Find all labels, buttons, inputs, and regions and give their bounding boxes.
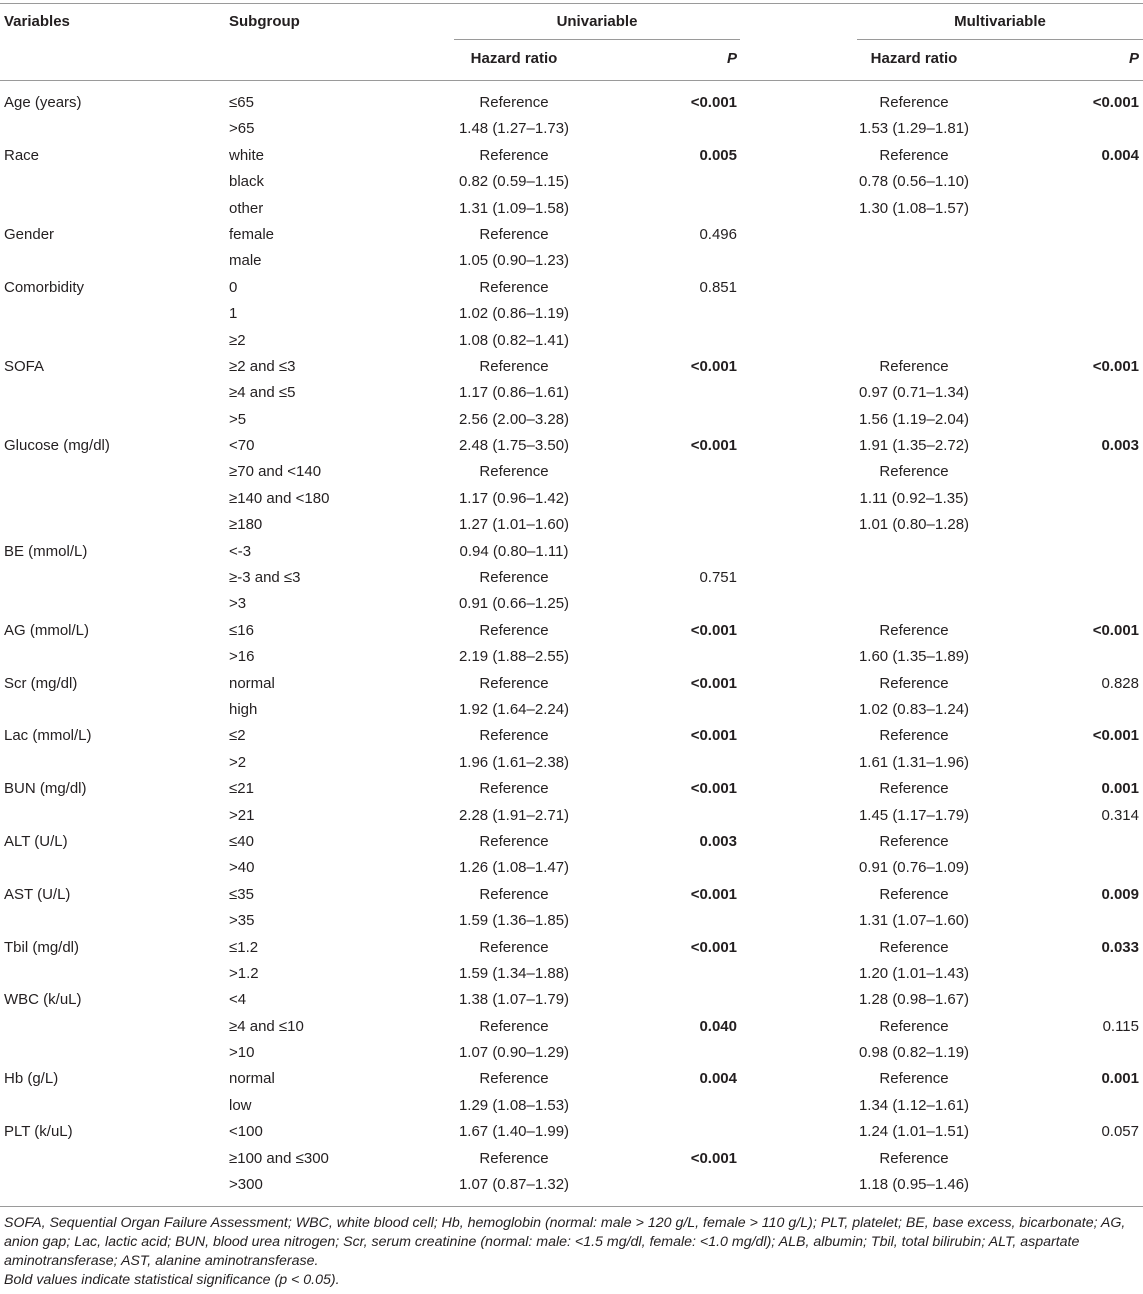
multivariable-hr-cell: 1.18 (0.95–1.46) xyxy=(858,1176,970,1194)
multivariable-hr-cell: 1.11 (0.92–1.35) xyxy=(859,489,969,507)
univariable-p-cell: 0.040 xyxy=(699,1017,737,1035)
univariable-hr-cell: 1.38 (1.07–1.79) xyxy=(458,991,570,1009)
multivariable-hr-cell: Reference xyxy=(879,674,949,692)
multivariable-hr-cell: 1.53 (1.29–1.81) xyxy=(858,120,970,138)
multivariable-hr-cell: 0.78 (0.56–1.10) xyxy=(858,173,970,191)
univariable-hr-cell: Reference xyxy=(479,463,549,481)
multivariable-group-rule xyxy=(857,39,1143,40)
univariable-hr-cell: Reference xyxy=(479,1070,549,1088)
table-row xyxy=(0,882,1143,908)
multivariable-hr-cell: Reference xyxy=(879,94,949,111)
univariable-hr-cell: Reference xyxy=(479,1149,549,1167)
multivariable-hr-cell: 1.20 (1.01–1.43) xyxy=(858,964,970,982)
table-row xyxy=(0,407,1143,433)
univariable-p-cell: 0.004 xyxy=(699,1070,737,1088)
multivariable-hr-cell: Reference xyxy=(879,885,949,903)
variable-cell: SOFA xyxy=(4,357,45,375)
variable-cell: Race xyxy=(4,146,40,164)
table-row xyxy=(0,1093,1143,1119)
table-row xyxy=(0,1172,1143,1198)
univariable-p-cell: <0.001 xyxy=(690,621,737,639)
multivariable-hr-cell: 1.24 (1.01–1.51) xyxy=(858,1123,970,1141)
table-row xyxy=(0,433,1143,459)
multivariable-hr-cell: 1.01 (0.80–1.28) xyxy=(858,516,970,534)
multivariable-hr-cell: 0.91 (0.76–1.09) xyxy=(858,859,970,877)
subgroup-cell: ≥70 and <140 xyxy=(229,463,322,481)
multivariable-hr-cell: 1.91 (1.35–2.72) xyxy=(858,437,970,455)
univariable-p-cell: <0.001 xyxy=(690,357,737,375)
subgroup-cell: >3 xyxy=(229,595,247,613)
univariable-hr-cell: Reference xyxy=(479,938,549,956)
multivariable-hr-cell: Reference xyxy=(879,146,949,164)
variable-cell: BUN (mg/dl) xyxy=(4,780,87,798)
univariable-p-cell: 0.496 xyxy=(699,225,737,243)
multivariable-hr-cell: Reference xyxy=(879,463,949,481)
univariable-hr-cell: 1.96 (1.61–2.38) xyxy=(458,753,570,771)
variable-cell: Lac (mmol/L) xyxy=(4,727,92,745)
header-multi-hazard-ratio: Hazard ratio xyxy=(870,50,958,67)
table-body xyxy=(0,90,1143,1198)
table-row xyxy=(0,380,1143,406)
subgroup-cell: black xyxy=(229,173,265,191)
univariable-hr-cell: 1.05 (0.90–1.23) xyxy=(458,252,570,270)
univariable-hr-cell: Reference xyxy=(479,569,549,587)
multivariable-hr-cell: Reference xyxy=(879,357,949,375)
multivariable-p-cell: <0.001 xyxy=(1092,94,1139,111)
multivariable-hr-cell: 0.98 (0.82–1.19) xyxy=(858,1044,970,1062)
univariable-p-cell: <0.001 xyxy=(690,885,737,903)
univariable-hr-cell: Reference xyxy=(479,357,549,375)
multivariable-hr-cell: 1.28 (0.98–1.67) xyxy=(858,991,970,1009)
subgroup-cell: >2 xyxy=(229,753,247,771)
subgroup-cell: ≥2 xyxy=(229,331,246,349)
univariable-hr-cell: 1.29 (1.08–1.53) xyxy=(458,1096,570,1114)
header-multi-p: P xyxy=(1128,50,1139,67)
univariable-hr-cell: Reference xyxy=(479,94,549,111)
univariable-hr-cell: 1.07 (0.87–1.32) xyxy=(458,1176,570,1194)
subgroup-cell: male xyxy=(229,252,262,270)
multivariable-p-cell: 0.115 xyxy=(1102,1017,1139,1035)
subgroup-cell: ≥4 and ≤10 xyxy=(229,1017,304,1035)
subgroup-cell: normal xyxy=(229,674,275,692)
subgroup-cell: ≤21 xyxy=(229,780,254,798)
table-row xyxy=(0,855,1143,881)
multivariable-hr-cell: 1.34 (1.12–1.61) xyxy=(858,1096,970,1114)
multivariable-hr-cell: Reference xyxy=(879,727,949,745)
table-row xyxy=(0,539,1143,565)
header-variables: Variables xyxy=(4,13,70,30)
univariable-p-cell: 0.005 xyxy=(699,146,737,164)
univariable-p-cell: <0.001 xyxy=(690,780,737,798)
multivariable-hr-cell: 0.97 (0.71–1.34) xyxy=(858,384,970,402)
multivariable-hr-cell: Reference xyxy=(879,832,949,850)
subgroup-cell: >35 xyxy=(229,912,255,930)
multivariable-p-cell: 0.057 xyxy=(1101,1123,1139,1141)
multivariable-hr-cell: 1.31 (1.07–1.60) xyxy=(858,912,970,930)
subgroup-cell: >5 xyxy=(229,410,247,428)
subgroup-cell: ≤1.2 xyxy=(229,938,259,956)
multivariable-hr-cell: Reference xyxy=(879,780,949,798)
subgroup-cell: 1 xyxy=(229,305,238,323)
subgroup-cell: >1.2 xyxy=(229,964,259,982)
multivariable-p-cell: 0.009 xyxy=(1101,885,1139,903)
subgroup-cell: ≥-3 and ≤3 xyxy=(229,569,301,587)
table-row xyxy=(0,1014,1143,1040)
table-row xyxy=(0,196,1143,222)
variable-cell: Age (years) xyxy=(4,94,82,111)
table-row xyxy=(0,961,1143,987)
subgroup-cell: white xyxy=(229,146,265,164)
univariable-group-rule xyxy=(454,39,740,40)
univariable-hr-cell: 2.19 (1.88–2.55) xyxy=(458,648,570,666)
subgroup-cell: 0 xyxy=(229,278,238,296)
univariable-hr-cell: 1.02 (0.86–1.19) xyxy=(458,305,570,323)
univariable-hr-cell: Reference xyxy=(479,780,549,798)
table-row xyxy=(0,459,1143,485)
variable-cell: Glucose (mg/dl) xyxy=(4,437,110,455)
table-row xyxy=(0,671,1143,697)
univariable-hr-cell: 0.82 (0.59–1.15) xyxy=(458,173,570,191)
multivariable-p-cell: <0.001 xyxy=(1092,727,1139,745)
table-row xyxy=(0,328,1143,354)
table-row xyxy=(0,803,1143,829)
univariable-p-cell: <0.001 xyxy=(690,727,737,745)
table-row xyxy=(0,697,1143,723)
variable-cell: Gender xyxy=(4,225,55,243)
multivariable-hr-cell: 1.02 (0.83–1.24) xyxy=(858,700,970,718)
univariable-hr-cell: 1.59 (1.34–1.88) xyxy=(458,964,570,982)
subgroup-cell: >65 xyxy=(229,120,255,138)
multivariable-p-cell: 0.314 xyxy=(1101,806,1139,824)
table-row xyxy=(0,618,1143,644)
table-row xyxy=(0,486,1143,512)
univariable-p-cell: 0.003 xyxy=(699,832,737,850)
univariable-hr-cell: Reference xyxy=(479,225,549,243)
variable-cell: Scr (mg/dl) xyxy=(4,674,78,692)
univariable-hr-cell: Reference xyxy=(479,885,549,903)
multivariable-p-cell: 0.003 xyxy=(1101,437,1139,455)
univariable-hr-cell: 1.07 (0.90–1.29) xyxy=(458,1044,570,1062)
multivariable-hr-cell: 1.45 (1.17–1.79) xyxy=(858,806,970,824)
univariable-hr-cell: 1.59 (1.36–1.85) xyxy=(458,912,570,930)
variable-cell: Hb (g/L) xyxy=(4,1070,59,1088)
univariable-hr-cell: Reference xyxy=(479,621,549,639)
multivariable-p-cell: <0.001 xyxy=(1092,621,1139,639)
univariable-hr-cell: 1.17 (0.86–1.61) xyxy=(458,384,570,402)
multivariable-p-cell: 0.033 xyxy=(1101,938,1139,956)
subgroup-cell: >40 xyxy=(229,859,255,877)
subgroup-cell: <4 xyxy=(229,991,247,1009)
multivariable-hr-cell: Reference xyxy=(879,1017,949,1035)
table-row xyxy=(0,644,1143,670)
multivariable-hr-cell: Reference xyxy=(879,1149,949,1167)
univariable-p-cell: 0.751 xyxy=(699,569,737,587)
multivariable-hr-cell: Reference xyxy=(879,1070,949,1088)
univariable-p-cell: <0.001 xyxy=(690,1149,737,1167)
table-row xyxy=(0,1040,1143,1066)
multivariable-hr-cell: 1.60 (1.35–1.89) xyxy=(858,648,970,666)
table-row xyxy=(0,90,1143,116)
multivariable-hr-cell: Reference xyxy=(879,938,949,956)
univariable-p-cell: 0.851 xyxy=(699,278,737,296)
multivariable-hr-cell: Reference xyxy=(879,621,949,639)
subgroup-cell: >21 xyxy=(229,806,255,824)
table-row xyxy=(0,222,1143,248)
subgroup-cell: ≥100 and ≤300 xyxy=(229,1149,329,1167)
table-row xyxy=(0,565,1143,591)
variable-cell: ALT (U/L) xyxy=(4,832,68,850)
subgroup-cell: ≥180 xyxy=(229,516,263,534)
table-row xyxy=(0,750,1143,776)
header-bottom-rule xyxy=(0,80,1143,81)
header-uni-p: P xyxy=(726,50,737,67)
subgroup-cell: ≤65 xyxy=(229,94,254,111)
table-row xyxy=(0,935,1143,961)
univariable-hr-cell: 1.48 (1.27–1.73) xyxy=(458,120,570,138)
subgroup-cell: >16 xyxy=(229,648,255,666)
table-row xyxy=(0,116,1143,142)
table-row xyxy=(0,169,1143,195)
subgroup-cell: ≤35 xyxy=(229,885,254,903)
multivariable-hr-cell: 1.56 (1.19–2.04) xyxy=(858,410,970,428)
subgroup-cell: low xyxy=(229,1096,252,1114)
footnote-abbreviations: SOFA, Sequential Organ Failure Assessment; WBC, white blood cell; Hb, hemoglobin (normal: male > 120 g/L, female > 110 g/L); PLT, platelet; BE, base excess, bicarbonate; AG, anion gap; Lac, lactic acid; BUN, blood urea nitrogen; Scr, serum creatinine (normal: male: <1.5 mg/dl, female: <1.0 mg/dl); ALB, albumin; Tbil, total bilirubin; ALT, aspartate aminotransferase; AST, alanine aminotransferase. xyxy=(4,1215,1126,1269)
subgroup-cell: ≤40 xyxy=(229,832,254,850)
footnote-bold-note: Bold values indicate statistical significance (p < 0.05). xyxy=(4,1272,340,1288)
subgroup-cell: ≥4 and ≤5 xyxy=(229,384,296,402)
table-bottom-rule xyxy=(0,1206,1143,1207)
subgroup-cell: normal xyxy=(229,1070,275,1088)
variable-cell: Comorbidity xyxy=(4,278,85,296)
table-row xyxy=(0,1146,1143,1172)
univariable-hr-cell: 1.17 (0.96–1.42) xyxy=(458,489,570,507)
univariable-hr-cell: 1.26 (1.08–1.47) xyxy=(458,859,570,877)
variable-cell: AG (mmol/L) xyxy=(4,621,90,639)
table-row xyxy=(0,1119,1143,1145)
subgroup-cell: ≤16 xyxy=(229,621,254,639)
table-row xyxy=(0,1066,1143,1092)
subgroup-cell: >300 xyxy=(229,1176,263,1194)
table-row xyxy=(0,301,1143,327)
subgroup-cell: ≤2 xyxy=(229,727,246,745)
univariable-hr-cell: 1.67 (1.40–1.99) xyxy=(458,1123,570,1141)
subgroup-cell: <70 xyxy=(229,437,255,455)
univariable-hr-cell: 0.91 (0.66–1.25) xyxy=(458,595,570,613)
variable-cell: AST (U/L) xyxy=(4,885,71,903)
multivariable-p-cell: 0.004 xyxy=(1101,146,1139,164)
subgroup-cell: ≥2 and ≤3 xyxy=(229,357,296,375)
multivariable-p-cell: <0.001 xyxy=(1092,357,1139,375)
header-univariable: Univariable xyxy=(556,13,638,30)
univariable-hr-cell: 1.27 (1.01–1.60) xyxy=(458,516,570,534)
table-row xyxy=(0,512,1143,538)
univariable-hr-cell: Reference xyxy=(479,1017,549,1035)
table-top-rule xyxy=(0,3,1143,4)
subgroup-cell: <-3 xyxy=(229,542,252,560)
subgroup-cell: <100 xyxy=(229,1123,263,1141)
table-row xyxy=(0,829,1143,855)
table-row xyxy=(0,248,1143,274)
subgroup-cell: other xyxy=(229,199,264,217)
univariable-p-cell: <0.001 xyxy=(690,674,737,692)
multivariable-p-cell: 0.001 xyxy=(1101,780,1139,798)
variable-cell: BE (mmol/L) xyxy=(4,542,88,560)
table-row xyxy=(0,908,1143,934)
table-row xyxy=(0,723,1143,749)
multivariable-p-cell: 0.828 xyxy=(1101,674,1139,692)
univariable-p-cell: <0.001 xyxy=(690,437,737,455)
univariable-hr-cell: Reference xyxy=(479,146,549,164)
header-multivariable: Multivariable xyxy=(954,13,1046,30)
variable-cell: Tbil (mg/dl) xyxy=(4,938,80,956)
variable-cell: WBC (k/uL) xyxy=(4,991,82,1009)
table-row xyxy=(0,591,1143,617)
univariable-p-cell: <0.001 xyxy=(690,938,737,956)
subgroup-cell: >10 xyxy=(229,1044,255,1062)
univariable-hr-cell: 0.94 (0.80–1.11) xyxy=(459,542,569,560)
univariable-hr-cell: 1.92 (1.64–2.24) xyxy=(458,700,570,718)
table-row xyxy=(0,275,1143,301)
subgroup-cell: ≥140 and <180 xyxy=(229,489,330,507)
table-row xyxy=(0,776,1143,802)
univariable-hr-cell: 2.28 (1.91–2.71) xyxy=(458,806,570,824)
header-uni-hazard-ratio: Hazard ratio xyxy=(470,50,558,67)
univariable-hr-cell: Reference xyxy=(479,727,549,745)
table-row xyxy=(0,354,1143,380)
univariable-hr-cell: Reference xyxy=(479,832,549,850)
univariable-hr-cell: 1.08 (0.82–1.41) xyxy=(458,331,570,349)
table-row xyxy=(0,143,1143,169)
variable-cell: PLT (k/uL) xyxy=(4,1123,73,1141)
univariable-hr-cell: 2.56 (2.00–3.28) xyxy=(458,410,570,428)
subgroup-cell: high xyxy=(229,700,258,718)
subgroup-cell: female xyxy=(229,225,275,243)
univariable-p-cell: <0.001 xyxy=(690,94,737,111)
univariable-hr-cell: Reference xyxy=(479,674,549,692)
multivariable-hr-cell: 1.30 (1.08–1.57) xyxy=(858,199,970,217)
multivariable-hr-cell: 1.61 (1.31–1.96) xyxy=(858,753,970,771)
header-subgroup: Subgroup xyxy=(229,13,300,30)
univariable-hr-cell: Reference xyxy=(479,278,549,296)
univariable-hr-cell: 2.48 (1.75–3.50) xyxy=(458,437,570,455)
table-row xyxy=(0,987,1143,1013)
multivariable-p-cell: 0.001 xyxy=(1101,1070,1139,1088)
univariable-hr-cell: 1.31 (1.09–1.58) xyxy=(458,199,570,217)
